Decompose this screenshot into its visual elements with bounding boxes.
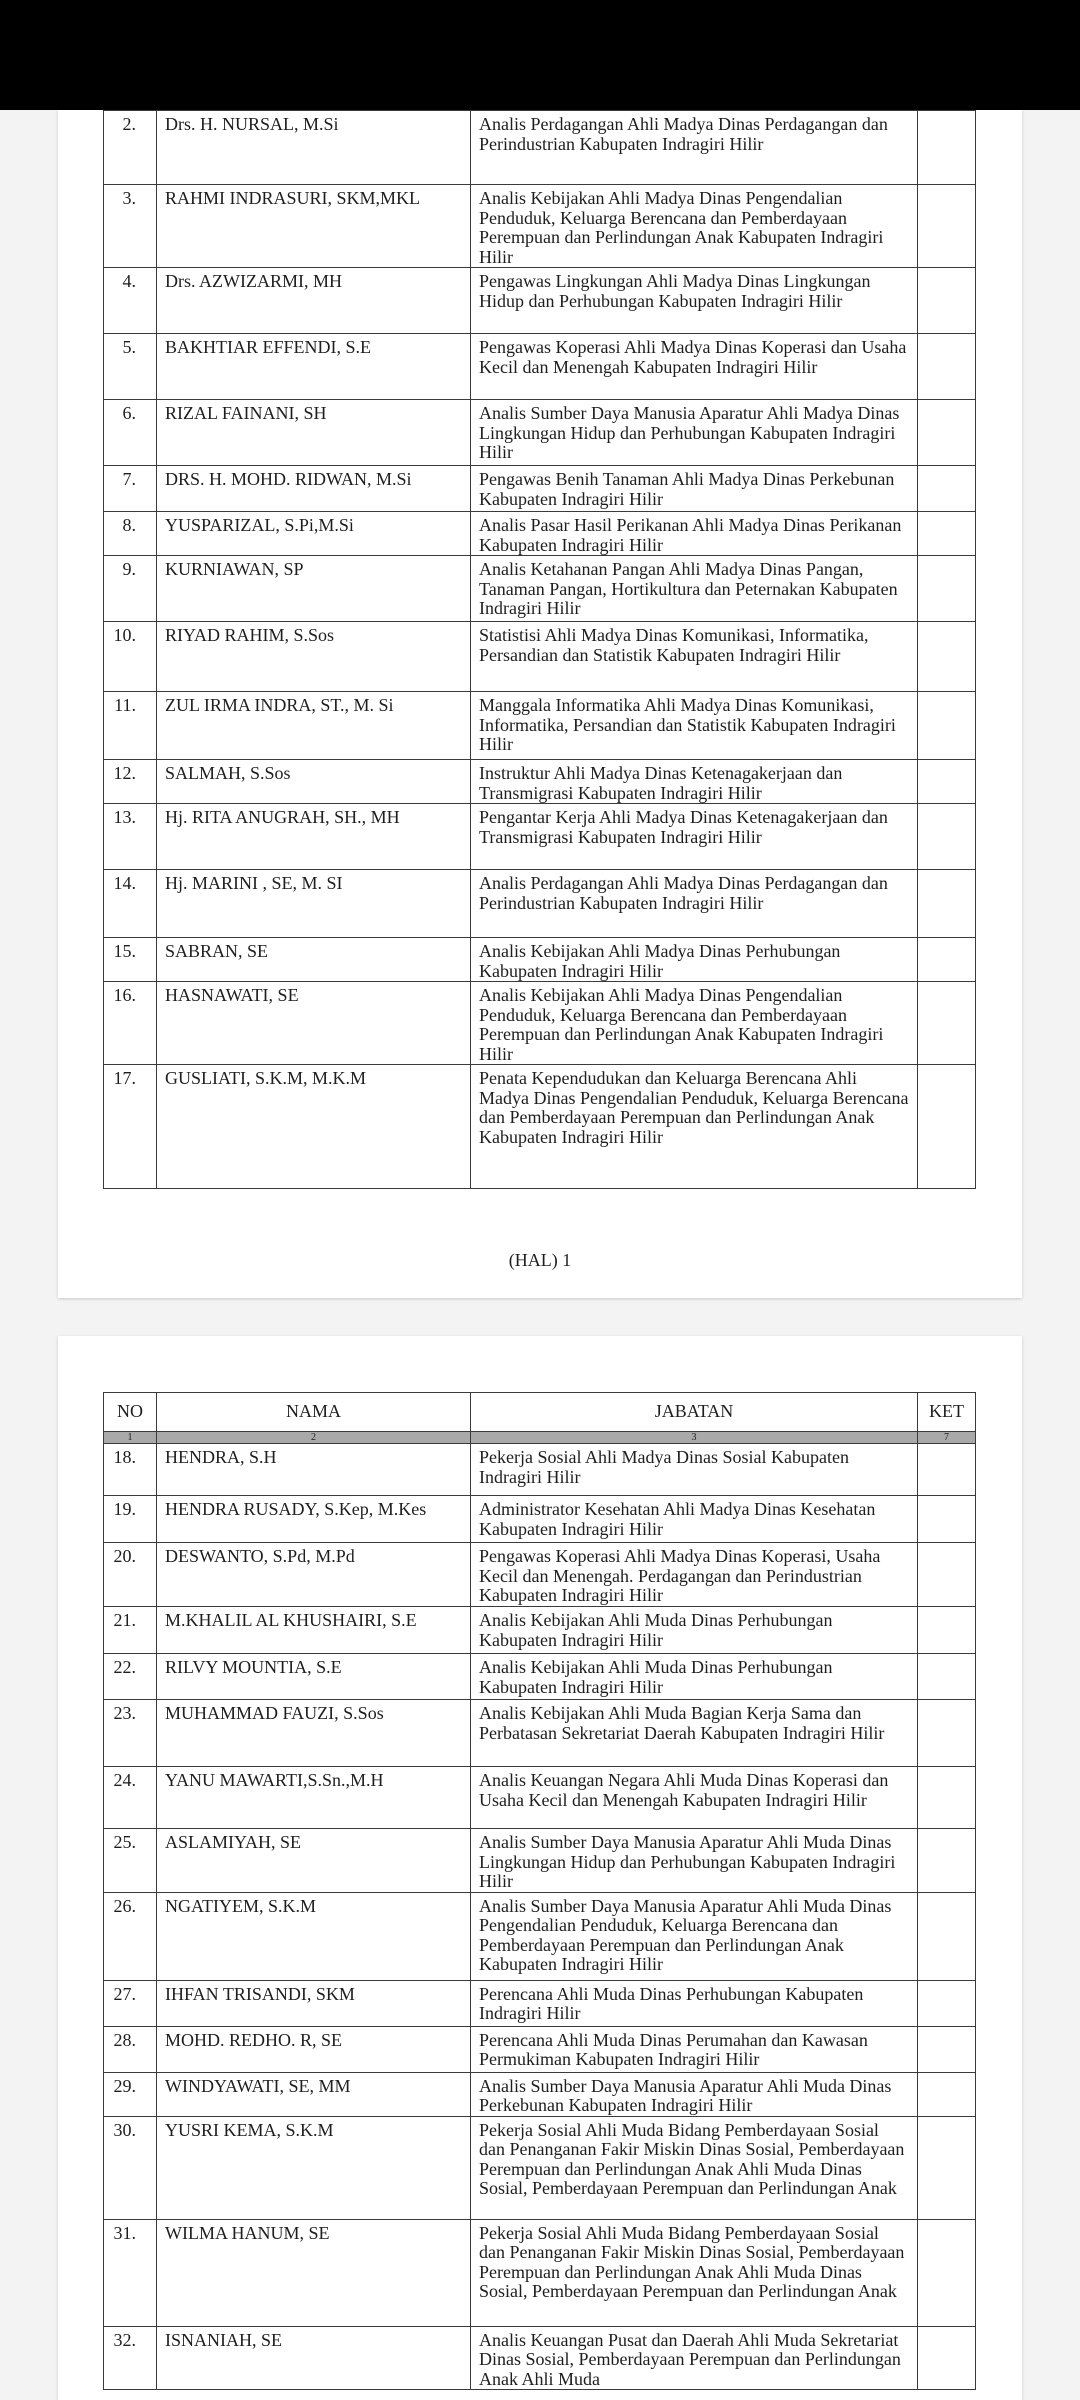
document-page-2 <box>58 1336 1022 2400</box>
cell-nama: YUSRI KEMA, S.K.M <box>157 2116 471 2219</box>
cell-no: 29. <box>104 2072 157 2116</box>
cell-nama: WILMA HANUM, SE <box>157 2219 471 2326</box>
colnum-nama: 2 <box>157 1432 471 1444</box>
cell-ket <box>918 185 976 268</box>
cell-ket <box>918 466 976 512</box>
cell-nama: BAKHTIAR EFFENDI, S.E <box>157 334 471 400</box>
header-jabatan: JABATAN <box>471 1393 918 1432</box>
cell-nama: DESWANTO, S.Pd, M.Pd <box>157 1543 471 1607</box>
cell-nama: RILVY MOUNTIA, S.E <box>157 1654 471 1700</box>
cell-nama: RIZAL FAINANI, SH <box>157 400 471 466</box>
colnum-no: 1 <box>104 1432 157 1444</box>
cell-nama: YANU MAWARTI,S.Sn.,M.H <box>157 1767 471 1829</box>
cell-nama: ZUL IRMA INDRA, ST., M. Si <box>157 692 471 760</box>
cell-no: 16. <box>104 982 157 1065</box>
header-nama: NAMA <box>157 1393 471 1432</box>
cell-no: 13. <box>104 804 157 870</box>
cell-nama: Drs. H. NURSAL, M.Si <box>157 111 471 185</box>
cell-nama: NGATIYEM, S.K.M <box>157 1892 471 1980</box>
cell-nama: WINDYAWATI, SE, MM <box>157 2072 471 2116</box>
cell-no: 31. <box>104 2219 157 2326</box>
cell-ket <box>918 692 976 760</box>
cell-nama: M.KHALIL AL KHUSHAIRI, S.E <box>157 1607 471 1654</box>
cell-no: 30. <box>104 2116 157 2219</box>
table-row <box>104 466 976 512</box>
table-header-row <box>104 1393 976 1432</box>
table-row <box>104 692 976 760</box>
table-row <box>104 512 976 556</box>
cell-no: 4. <box>104 268 157 334</box>
cell-nama: ASLAMIYAH, SE <box>157 1829 471 1893</box>
cell-jabatan: Instruktur Ahli Madya Dinas Ketenagakerjaan dan Transmigrasi Kabupaten Indragiri Hilir <box>471 760 918 804</box>
colnum-jabatan: 3 <box>471 1432 918 1444</box>
table-row <box>104 1065 976 1189</box>
cell-jabatan: Analis Pasar Hasil Perikanan Ahli Madya Dinas Perikanan Kabupaten Indragiri Hilir <box>471 512 918 556</box>
cell-no: 9. <box>104 556 157 622</box>
status-bar <box>0 0 1080 110</box>
cell-nama: Hj. RITA ANUGRAH, SH., MH <box>157 804 471 870</box>
cell-ket <box>918 870 976 938</box>
column-number-row <box>104 1432 976 1444</box>
cell-ket <box>918 1767 976 1829</box>
cell-nama: RIYAD RAHIM, S.Sos <box>157 622 471 692</box>
cell-no: 23. <box>104 1700 157 1767</box>
cell-ket <box>918 2326 976 2390</box>
cell-no: 20. <box>104 1543 157 1607</box>
cell-no: 7. <box>104 466 157 512</box>
cell-ket <box>918 760 976 804</box>
cell-jabatan: Pengawas Lingkungan Ahli Madya Dinas Lingkungan Hidup dan Perhubungan Kabupaten Indragiri Hilir <box>471 268 918 334</box>
table-row <box>104 1829 976 1893</box>
cell-no: 19. <box>104 1496 157 1543</box>
cell-nama: Hj. MARINI , SE, M. SI <box>157 870 471 938</box>
table-row <box>104 2072 976 2116</box>
cell-jabatan: Analis Ketahanan Pangan Ahli Madya Dinas Pangan, Tanaman Pangan, Hortikultura dan Peternakan Kabupaten Indragiri Hilir <box>471 556 918 622</box>
cell-nama: MOHD. REDHO. R, SE <box>157 2026 471 2072</box>
cell-ket <box>918 1892 976 1980</box>
cell-no: 25. <box>104 1829 157 1893</box>
cell-no: 11. <box>104 692 157 760</box>
cell-ket <box>918 1444 976 1496</box>
table-row <box>104 1700 976 1767</box>
cell-no: 32. <box>104 2326 157 2390</box>
cell-jabatan: Pengawas Koperasi Ahli Madya Dinas Koperasi dan Usaha Kecil dan Menengah Kabupaten Indragiri Hilir <box>471 334 918 400</box>
cell-jabatan: Pekerja Sosial Ahli Muda Bidang Pemberdayaan Sosial dan Penanganan Fakir Miskin Dinas Sosial, Pemberdayaan Perempuan dan Perlindungan Anak Ahli Muda Dinas Sosial, Pemberdayaan Perempuan dan Perlindungan Anak <box>471 2116 918 2219</box>
cell-nama: MUHAMMAD FAUZI, S.Sos <box>157 1700 471 1767</box>
cell-nama: SALMAH, S.Sos <box>157 760 471 804</box>
table-row <box>104 2116 976 2219</box>
cell-ket <box>918 512 976 556</box>
cell-nama: DRS. H. MOHD. RIDWAN, M.Si <box>157 466 471 512</box>
cell-ket <box>918 334 976 400</box>
cell-jabatan: Pengawas Benih Tanaman Ahli Madya Dinas Perkebunan Kabupaten Indragiri Hilir <box>471 466 918 512</box>
table-row <box>104 1543 976 1607</box>
page-footer: (HAL) 1 <box>508 1250 572 1270</box>
cell-ket <box>918 2072 976 2116</box>
cell-no: 28. <box>104 2026 157 2072</box>
header-ket: KET <box>918 1393 976 1432</box>
cell-jabatan: Pengawas Koperasi Ahli Madya Dinas Koperasi, Usaha Kecil dan Menengah. Perdagangan dan Perindustrian Kabupaten Indragiri Hilir <box>471 1543 918 1607</box>
table-row <box>104 2026 976 2072</box>
cell-nama: YUSPARIZAL, S.Pi,M.Si <box>157 512 471 556</box>
cell-ket <box>918 1980 976 2026</box>
table-row <box>104 1892 976 1980</box>
cell-no: 22. <box>104 1654 157 1700</box>
cell-no: 27. <box>104 1980 157 2026</box>
table-row <box>104 2219 976 2326</box>
cell-no: 17. <box>104 1065 157 1189</box>
cell-ket <box>918 2026 976 2072</box>
cell-nama: SABRAN, SE <box>157 938 471 982</box>
cell-jabatan: Pekerja Sosial Ahli Madya Dinas Sosial Kabupaten Indragiri Hilir <box>471 1444 918 1496</box>
cell-ket <box>918 622 976 692</box>
cell-no: 15. <box>104 938 157 982</box>
cell-nama: HENDRA, S.H <box>157 1444 471 1496</box>
cell-no: 2. <box>104 111 157 185</box>
cell-nama: HENDRA RUSADY, S.Kep, M.Kes <box>157 1496 471 1543</box>
cell-no: 14. <box>104 870 157 938</box>
cell-jabatan: Manggala Informatika Ahli Madya Dinas Komunikasi, Informatika, Persandian dan Statistik Kabupaten Indragiri Hilir <box>471 692 918 760</box>
cell-no: 6. <box>104 400 157 466</box>
cell-no: 24. <box>104 1767 157 1829</box>
document-page-1 <box>58 110 1022 1298</box>
table-row <box>104 1767 976 1829</box>
cell-ket <box>918 1829 976 1893</box>
cell-ket <box>918 2219 976 2326</box>
table-row <box>104 1496 976 1543</box>
cell-nama: KURNIAWAN, SP <box>157 556 471 622</box>
cell-no: 8. <box>104 512 157 556</box>
cell-jabatan: Statistisi Ahli Madya Dinas Komunikasi, Informatika, Persandian dan Statistik Kabupaten Indragiri Hilir <box>471 622 918 692</box>
cell-no: 10. <box>104 622 157 692</box>
cell-jabatan: Administrator Kesehatan Ahli Madya Dinas Kesehatan Kabupaten Indragiri Hilir <box>471 1496 918 1543</box>
cell-no: 26. <box>104 1892 157 1980</box>
table-row <box>104 185 976 268</box>
header-no: NO <box>104 1393 157 1432</box>
cell-jabatan: Analis Sumber Daya Manusia Aparatur Ahli Muda Dinas Perkebunan Kabupaten Indragiri Hilir <box>471 2072 918 2116</box>
table-row <box>104 1980 976 2026</box>
cell-ket <box>918 1654 976 1700</box>
cell-nama: HASNAWATI, SE <box>157 982 471 1065</box>
cell-ket <box>918 1607 976 1654</box>
cell-nama: GUSLIATI, S.K.M, M.K.M <box>157 1065 471 1189</box>
cell-jabatan: Pengantar Kerja Ahli Madya Dinas Ketenagakerjaan dan Transmigrasi Kabupaten Indragiri Hilir <box>471 804 918 870</box>
cell-nama: RAHMI INDRASURI, SKM,MKL <box>157 185 471 268</box>
cell-ket <box>918 804 976 870</box>
table-row <box>104 1444 976 1496</box>
table-row <box>104 1607 976 1654</box>
table-row <box>104 938 976 982</box>
cell-jabatan: Analis Perdagangan Ahli Madya Dinas Perdagangan dan Perindustrian Kabupaten Indragiri Hilir <box>471 870 918 938</box>
table-row <box>104 400 976 466</box>
cell-no: 21. <box>104 1607 157 1654</box>
cell-jabatan: Analis Kebijakan Ahli Muda Dinas Perhubungan Kabupaten Indragiri Hilir <box>471 1607 918 1654</box>
table-row <box>104 760 976 804</box>
cell-jabatan: Analis Kebijakan Ahli Madya Dinas Pengendalian Penduduk, Keluarga Berencana dan Pemberdayaan Perempuan dan Perlindungan Anak Kabupaten Indragiri Hilir <box>471 185 918 268</box>
table-row <box>104 622 976 692</box>
cell-nama: ISNANIAH, SE <box>157 2326 471 2390</box>
cell-ket <box>918 1700 976 1767</box>
cell-jabatan: Analis Keuangan Pusat dan Daerah Ahli Muda Sekretariat Dinas Sosial, Pemberdayaan Perempuan dan Perlindungan Anak Ahli Muda <box>471 2326 918 2390</box>
cell-ket <box>918 982 976 1065</box>
table-row <box>104 2326 976 2390</box>
cell-jabatan: Analis Sumber Daya Manusia Aparatur Ahli Madya Dinas Lingkungan Hidup dan Perhubungan Kabupaten Indragiri Hilir <box>471 400 918 466</box>
cell-ket <box>918 268 976 334</box>
employee-table-page-1 <box>103 110 976 1189</box>
table-row <box>104 982 976 1065</box>
cell-jabatan: Analis Sumber Daya Manusia Aparatur Ahli Muda Dinas Pengendalian Penduduk, Keluarga Berencana dan Pemberdayaan Perempuan dan Perlindungan Anak Kabupaten Indragiri Hilir <box>471 1892 918 1980</box>
cell-jabatan: Analis Keuangan Negara Ahli Muda Dinas Koperasi dan Usaha Kecil dan Menengah Kabupaten Indragiri Hilir <box>471 1767 918 1829</box>
table-row <box>104 556 976 622</box>
cell-jabatan: Analis Kebijakan Ahli Muda Dinas Perhubungan Kabupaten Indragiri Hilir <box>471 1654 918 1700</box>
table-row <box>104 334 976 400</box>
cell-jabatan: Analis Sumber Daya Manusia Aparatur Ahli Muda Dinas Lingkungan Hidup dan Perhubungan Kabupaten Indragiri Hilir <box>471 1829 918 1893</box>
colnum-ket: 7 <box>918 1432 976 1444</box>
cell-jabatan: Perencana Ahli Muda Dinas Perhubungan Kabupaten Indragiri Hilir <box>471 1980 918 2026</box>
cell-ket <box>918 400 976 466</box>
table-row <box>104 870 976 938</box>
table-row <box>104 268 976 334</box>
cell-no: 5. <box>104 334 157 400</box>
cell-no: 12. <box>104 760 157 804</box>
cell-ket <box>918 1543 976 1607</box>
cell-no: 18. <box>104 1444 157 1496</box>
cell-ket <box>918 111 976 185</box>
cell-ket <box>918 1065 976 1189</box>
cell-jabatan: Analis Kebijakan Ahli Madya Dinas Pengendalian Penduduk, Keluarga Berencana dan Pemberdayaan Perempuan dan Perlindungan Anak Kabupaten Indragiri Hilir <box>471 982 918 1065</box>
employee-table-page-2 <box>103 1392 976 2390</box>
cell-ket <box>918 556 976 622</box>
table-row <box>104 111 976 185</box>
cell-jabatan: Analis Kebijakan Ahli Madya Dinas Perhubungan Kabupaten Indragiri Hilir <box>471 938 918 982</box>
cell-jabatan: Penata Kependudukan dan Keluarga Berencana Ahli Madya Dinas Pengendalian Penduduk, Keluarga Berencana dan Pemberdayaan Perempuan dan Perlindungan Anak Kabupaten Indragiri Hilir <box>471 1065 918 1189</box>
cell-ket <box>918 938 976 982</box>
cell-jabatan: Analis Kebijakan Ahli Muda Bagian Kerja Sama dan Perbatasan Sekretariat Daerah Kabupaten Indragiri Hilir <box>471 1700 918 1767</box>
cell-jabatan: Perencana Ahli Muda Dinas Perumahan dan Kawasan Permukiman Kabupaten Indragiri Hilir <box>471 2026 918 2072</box>
cell-no: 3. <box>104 185 157 268</box>
table-row <box>104 804 976 870</box>
cell-nama: IHFAN TRISANDI, SKM <box>157 1980 471 2026</box>
cell-nama: Drs. AZWIZARMI, MH <box>157 268 471 334</box>
table-row <box>104 1654 976 1700</box>
cell-jabatan: Pekerja Sosial Ahli Muda Bidang Pemberdayaan Sosial dan Penanganan Fakir Miskin Dinas Sosial, Pemberdayaan Perempuan dan Perlindungan Anak Ahli Muda Dinas Sosial, Pemberdayaan Perempuan dan Perlindungan Anak <box>471 2219 918 2326</box>
cell-ket <box>918 1496 976 1543</box>
cell-ket <box>918 2116 976 2219</box>
cell-jabatan: Analis Perdagangan Ahli Madya Dinas Perdagangan dan Perindustrian Kabupaten Indragiri Hilir <box>471 111 918 185</box>
